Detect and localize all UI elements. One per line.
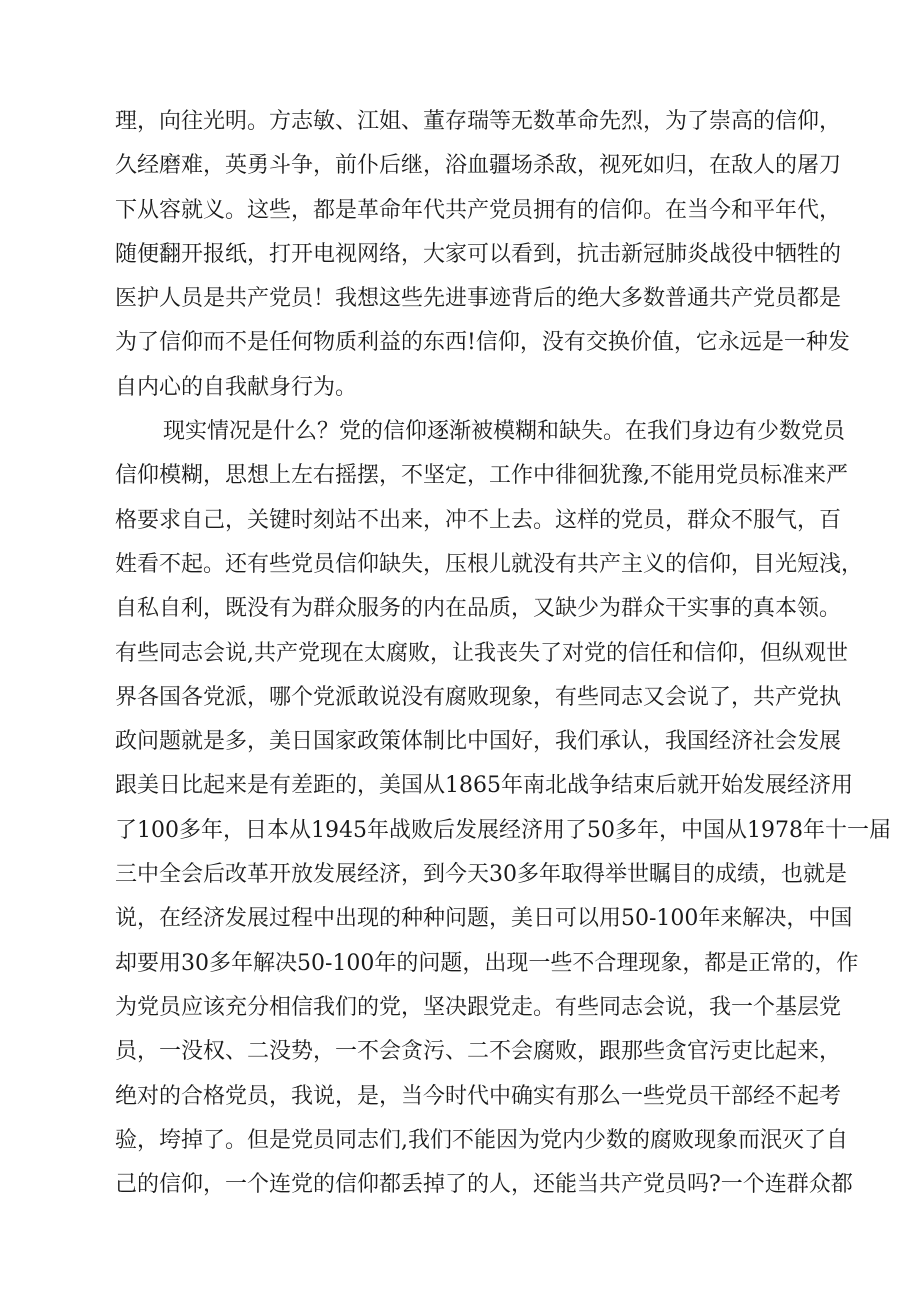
text-line: 三中全会后改革开放发展经济，到今天30多年取得举世瞩目的成绩，也就是 [115, 862, 847, 888]
paragraph-start-line: 现实情况是什么？党的信仰逐渐被模糊和缺失。在我们身边有少数党员 [163, 419, 846, 445]
text-line: 姓看不起。还有些党员信仰缺失，压根儿就没有共产主义的信仰，目光短浅， [115, 551, 864, 577]
text-line: 医护人员是共产党员！我想这些先进事迹背后的绝大多数普通共产党员都是 [115, 286, 842, 312]
text-line: 为了信仰而不是任何物质利益的东西!信仰，没有交换价值，它永远是一种发 [115, 330, 850, 356]
text-line: 格要求自己，关键时刻站不出来，冲不上去。这样的党员，群众不服气，百 [115, 507, 842, 533]
text-line: 了100多年，日本从1945年战败后发展经济用了50多年，中国从1978年十一届 [115, 817, 891, 843]
text-line: 却要用30多年解决50-100年的问题，出现一些不合理现象，都是正常的，作 [115, 950, 859, 976]
text-line: 说，在经济发展过程中出现的种种问题，美日可以用50-100年来解决，中国 [115, 906, 853, 932]
text-line: 员，一没权、二没势，一不会贪污、二不会腐败，跟那些贪官污吏比起来， [115, 1039, 842, 1065]
text-line: 界各国各党派，哪个党派敢说没有腐败现象，有些同志又会说了，共产党执 [115, 684, 842, 710]
text-line: 己的信仰，一个连党的信仰都丢掉了的人，还能当共产党员吗?一个连群众都 [115, 1172, 853, 1198]
body-text [115, 100, 891, 1207]
text-line: 政问题就是多，美日国家政策体制比中国好，我们承认，我国经济社会发展 [115, 729, 842, 755]
text-line: 跟美日比起来是有差距的，美国从1865年南北战争结束后就开始发展经济用 [115, 773, 853, 799]
text-line: 有些同志会说,共产党现在太腐败，让我丧失了对党的信任和信仰，但纵观世 [115, 640, 848, 666]
paragraph-end-line: 自内心的自我献身行为。 [115, 374, 358, 400]
text-line: 验，垮掉了。但是党员同志们,我们不能因为党内少数的腐败现象而泯灭了自 [115, 1127, 848, 1153]
text-line: 自私自利，既没有为群众服务的内在品质，又缺少为群众干实事的真本领。 [115, 596, 842, 622]
text-line: 随便翻开报纸，打开电视网络，大家可以看到，抗击新冠肺炎战役中牺牲的 [115, 241, 842, 267]
text-line: 久经磨难，英勇斗争，前仆后继，浴血疆场杀敌，视死如归，在敌人的屠刀 [115, 153, 842, 179]
text-line: 理，向往光明。方志敏、江姐、董存瑞等无数革命先烈，为了崇高的信仰， [115, 109, 842, 134]
text-line: 为党员应该充分相信我们的党，坚决跟党走。有些同志会说，我一个基层党 [115, 994, 842, 1020]
text-line: 绝对的合格党员，我说，是，当今时代中确实有那么一些党员干部经不起考 [115, 1083, 842, 1109]
text-line: 信仰模糊，思想上左右摇摆，不坚定，工作中徘徊犹豫,不能用党员标准来严 [115, 463, 848, 489]
text-line: 下从容就义。这些，都是革命年代共产党员拥有的信仰。在当今和平年代， [115, 197, 842, 223]
